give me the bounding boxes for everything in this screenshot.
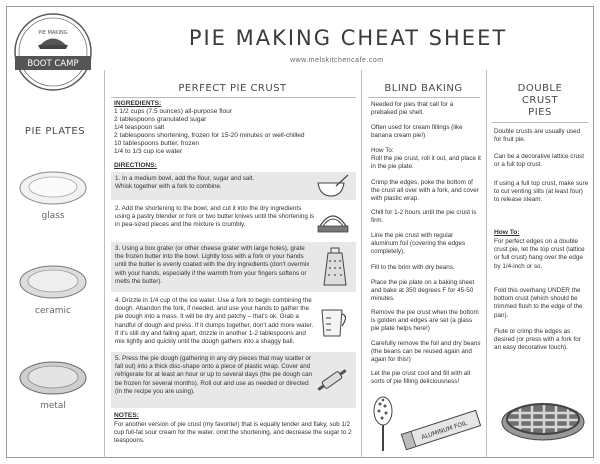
page-title: PIE MAKING CHEAT SHEET: [188, 26, 508, 50]
heading-rule: [111, 97, 356, 98]
notes-label: NOTES:: [114, 412, 139, 419]
double-crust-howto-item: Fold this overhang UNDER the bottom crust (which should be trimmed flush to the edge of the pan).: [494, 287, 583, 319]
step-text: 3. Using a box grater (or other cheese grater with large holes), grate the frozen butter into the bowl. Lightly toss with a fork or your hands until the butter is evenly coated with the dry ingredients (don't overmix with your hands, especially if the warmth from your fingers softens or melts the butter).: [115, 245, 310, 285]
boot-camp-badge: [10, 12, 96, 98]
direction-step-1: [111, 172, 356, 200]
heading-rule: [368, 97, 480, 98]
blind-baking-item: Let the pie crust cool and fill with all sorts of pie filling deliciousness!: [371, 370, 471, 386]
step-text: 5. Press the pie dough (gathering in any dry pieces that may scatter or fall out) into a thick disc-shape onto a piece of plastic wrap. Cover and refrigerate for at least an hour or up to several days (the pie dough can be frozen for several months). Roll out and use as needed or directed (in the recipe you are using).: [115, 355, 313, 395]
directions-label: DIRECTIONS:: [114, 162, 157, 169]
blind-baking-item: Remove the pie crust when the bottom is golden and edges are set (a glass pie plate helps here!): [371, 309, 479, 333]
blind-baking-item: Line the pie crust with regular aluminum foil (covering the edges completely).: [371, 232, 466, 256]
ingredient-line: 10 tablespoons butter, frozen: [114, 140, 200, 147]
badge-top-text: PIE MAKING: [38, 30, 68, 36]
blind-baking-item: Often used for cream fillings (like banana cream pie!): [371, 124, 463, 140]
perfect-pie-crust-heading: PERFECT PIE CRUST: [178, 83, 287, 94]
blind-baking-item: Chill for 1-2 hours until the pie crust is firm.: [371, 209, 477, 225]
double-crust-heading: [486, 83, 594, 119]
notes-text: For another version of pie crust (my favorite!) that is equally tender and flaky, sub 1/2 cup full-fat sour cream for the water, omit the shortening, and decrease the sugar to 2 teaspoons.: [114, 421, 352, 445]
box-grater-icon: [320, 247, 350, 287]
double-crust-heading-line: CRUST: [521, 95, 559, 106]
double-crust-heading-line: PIES: [528, 107, 552, 118]
beans-whisk-icon: [370, 396, 396, 452]
ingredient-line: 2 tablespoons granulated sugar: [114, 116, 207, 123]
aluminum-foil-icon: [398, 410, 484, 450]
badge-bottom-text: BOOT CAMP: [27, 59, 79, 69]
heading-rule: [492, 122, 588, 123]
ingredient-line: 1/4 teaspoon salt: [114, 124, 165, 131]
blind-baking-item: Fill to the brim with dry beans.: [371, 264, 455, 271]
double-crust-item: Can be a decorative lattice crust or a full top crust.: [494, 153, 584, 169]
pastry-blender-icon: [316, 206, 350, 236]
double-crust-howto-item: For perfect edges on a double crust pie, let the top crust (lattice or full crust) hang over the edge by 1/4-inch or so.: [494, 238, 585, 270]
rolling-pin-icon: [314, 364, 350, 396]
website-url: www.melskitchencafe.com: [290, 57, 384, 64]
glass-plate-icon: [18, 168, 88, 210]
direction-step-5: [111, 352, 356, 408]
ingredient-line: 1 1/2 cups (7.5 ounces) all-purpose flour: [114, 108, 233, 115]
mixing-bowl-icon: [316, 174, 350, 198]
ingredient-line: 1/4 to 1/3 cup ice water: [114, 148, 183, 155]
column-divider: [104, 70, 105, 458]
direction-step-3: [111, 242, 356, 292]
double-crust-howto-item: Flute or crimp the edges as desired (or press with a fork for an easy decorative touch).: [494, 328, 581, 352]
step-text: 1. In a medium bowl, add the flour, sugar and salt. Whisk together with a fork to combine.: [115, 175, 255, 191]
measuring-cup-icon: [318, 304, 350, 338]
plate-label-glass: glass: [41, 211, 65, 221]
blind-baking-item: Place the pie plate on a baking sheet and bake at 350 degrees F for 45-50 minutes.: [371, 279, 475, 303]
ingredients-label: INGREDIENTS:: [114, 100, 162, 107]
lattice-pie-icon: [500, 392, 586, 444]
column-divider: [361, 70, 362, 458]
double-crust-heading-line: DOUBLE: [517, 83, 563, 94]
plate-label-ceramic: ceramic: [35, 306, 71, 316]
step-text: 4. Drizzle in 1/4 cup of the ice water. Use a fork to begin combining the dough. Abandon the fork, if needed, and use your hands to gather the pie dough into a mass. It will be dry and patchy – that's ok. Grab a handful of dough and press. If it clumps together, don't add more water. If it's still dry and falling apart, drizzle in another 1-2 tablespoons and mix lightly and quickly until the dough gathers into a shaggy ball.: [115, 297, 314, 346]
direction-step-2: [111, 202, 356, 240]
foil-label: ALUMINUM FOIL: [420, 419, 469, 442]
double-crust-item: If using a full top crust, make sure to cut venting slits (at least four) to release steam.: [494, 180, 589, 204]
blind-baking-item: Crimp the edges, poke the bottom of the crust all over with a fork, and cover with plastic wrap.: [371, 179, 479, 203]
double-crust-howto-label: How To:: [494, 229, 520, 236]
double-crust-item: Double crusts are usually used for fruit pie.: [494, 128, 581, 144]
plate-label-metal: metal: [40, 401, 66, 411]
blind-baking-heading: BLIND BAKING: [384, 83, 463, 94]
blind-baking-item: Carefully remove the foil and dry beans (the beans can be reused again and again for this!): [371, 340, 481, 364]
pie-plates-heading: PIE PLATES: [24, 126, 86, 137]
ceramic-plate-icon: [18, 262, 88, 306]
blind-baking-item: Needed for pies that call for a prebaked pie shell.: [371, 101, 454, 117]
blind-baking-howto: How To: Roll the pie crust, roll it out, and place it in the pie plate.: [371, 147, 481, 171]
step-text: 2. Add the shortening to the bowl, and cut it into the dry ingredients using a pastry blender or fork or two butter knives until the shortening is in pea-sized pieces and the mixture is crumbly.: [115, 205, 315, 229]
metal-plate-icon: [18, 358, 88, 402]
direction-step-4: [111, 294, 356, 350]
column-divider: [486, 70, 487, 458]
ingredient-line: 2 tablespoons shortening, frozen for 15-20 minutes or well-chilled: [114, 132, 305, 139]
